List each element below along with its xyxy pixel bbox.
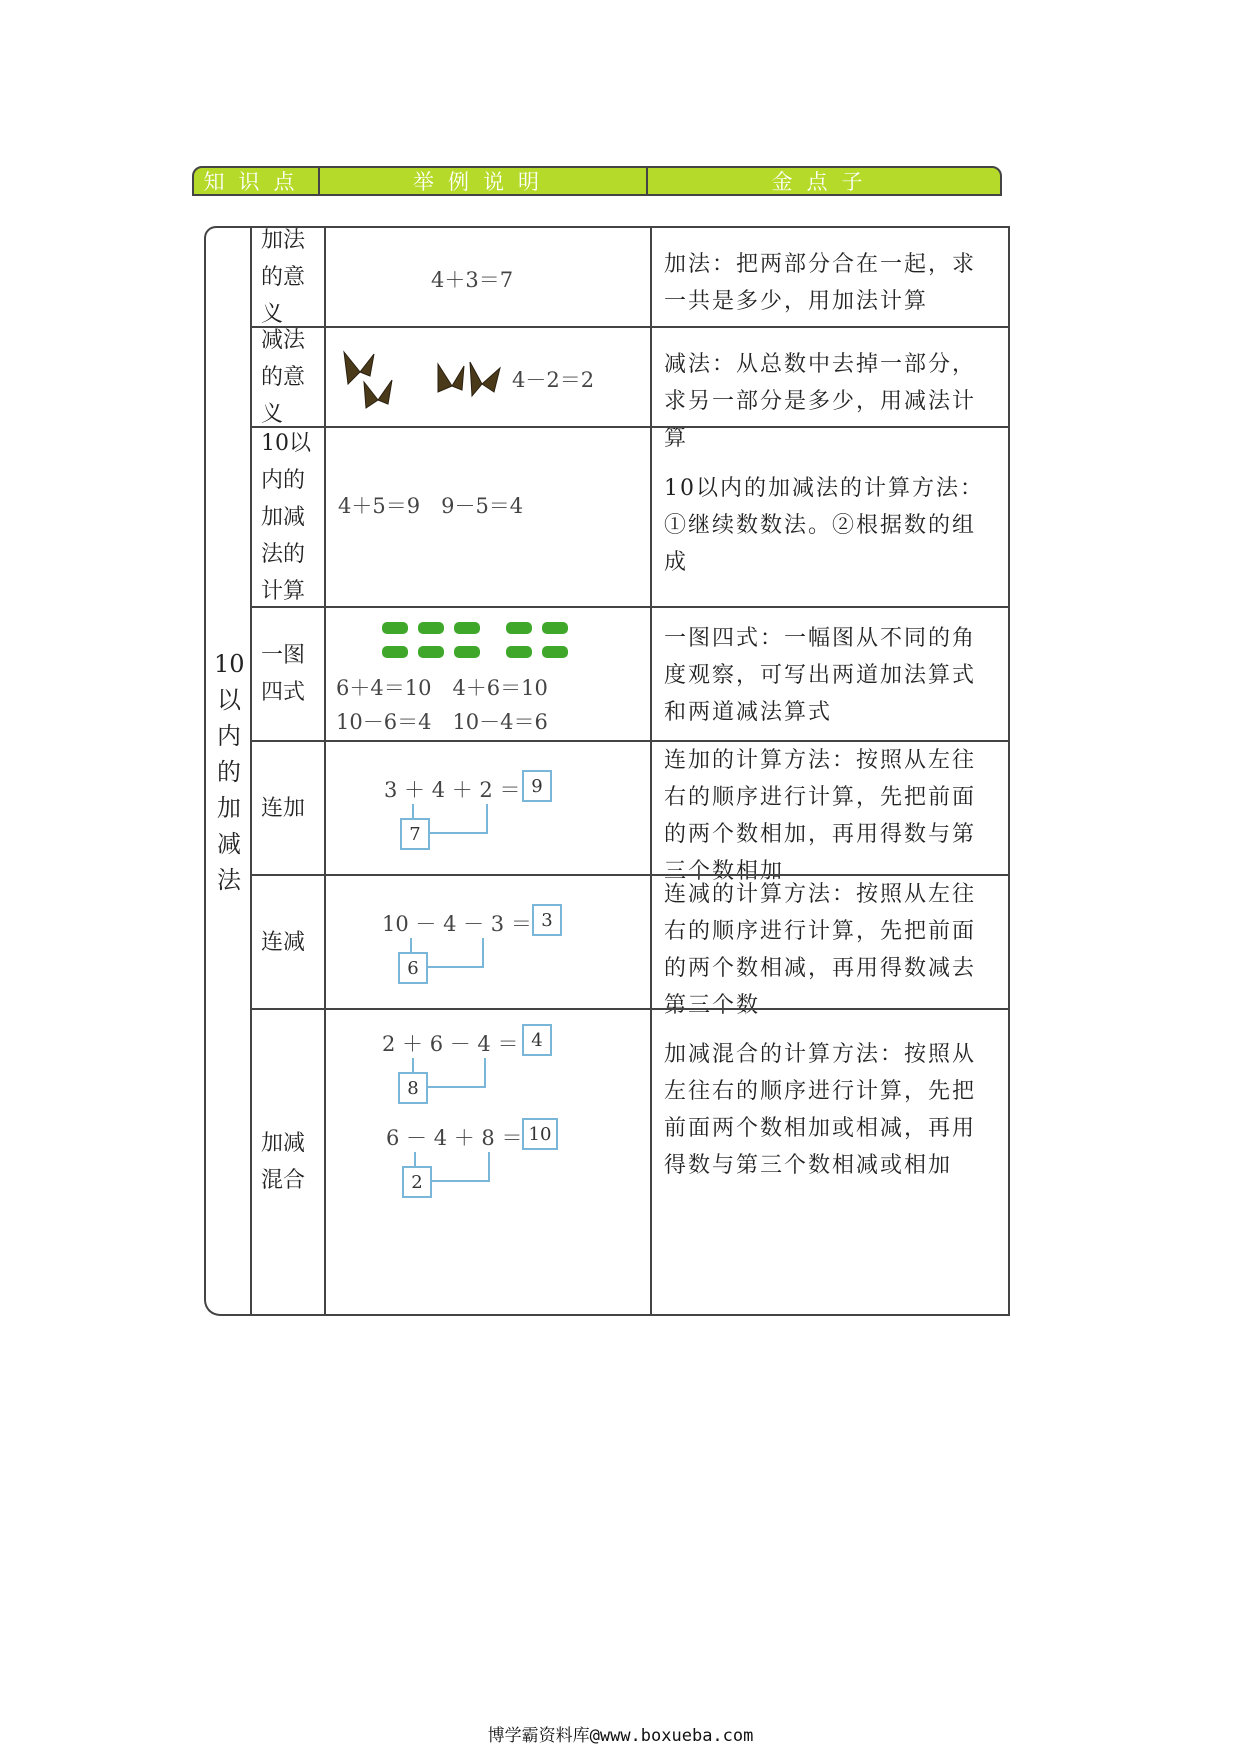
topic-label: 连加 (261, 795, 306, 821)
tip-text: 减法：从总数中去掉一部分，求另一部分是多少，用减法计算 (664, 352, 977, 451)
table-row (250, 606, 1010, 740)
butterfly-icon (344, 352, 374, 384)
butterflies-illustration (334, 342, 510, 414)
table-row (250, 326, 1010, 451)
butterfly-icon (470, 362, 500, 396)
butterfly-icon (438, 364, 464, 392)
chain-equation: 2 ＋ 6 － 4 ＝ (382, 1032, 519, 1056)
knowledge-table (204, 226, 1010, 1316)
tip-text: 加法：把两部分合在一起，求一共是多少，用加法计算 (664, 252, 977, 314)
chain-equation: 10 － 4 － 3 ＝ (382, 912, 532, 936)
answer-box: 4 (522, 1024, 552, 1056)
topic-label: 10以内的加减法的计算 (261, 430, 311, 604)
partial-box: 7 (400, 818, 430, 850)
header-tips: 金点子 (771, 170, 877, 194)
section-sidebar (204, 226, 250, 1316)
tip-text: 加减混合的计算方法：按照从左往右的顺序进行计算，先把前面两个数相加或相减，再用得数与第三个数相减或相加 (664, 1042, 977, 1178)
header-knowledge-point: 知识点 (194, 168, 320, 194)
partial-box: 6 (398, 952, 428, 984)
table-row (250, 1008, 1010, 1316)
example-equation: 6＋4＝10 4＋6＝10 (336, 676, 548, 700)
answer-box: 3 (532, 904, 562, 936)
example-equation: 4＋3＝7 (431, 268, 514, 292)
chain-equation: 6 － 4 ＋ 8 ＝ (386, 1126, 523, 1150)
partial-box: 8 (398, 1072, 428, 1104)
topic-label: 减法的意义 (261, 327, 306, 427)
tip-text: 一图四式：一幅图从不同的角度观察，可写出两道加法算式和两道减法算式 (664, 626, 977, 725)
chain-equation: 3 ＋ 4 ＋ 2 ＝ (384, 778, 521, 802)
tip-text: 10以内的加减法的计算方法：①继续数数法。②根据数的组成 (664, 476, 984, 575)
answer-box: 10 (522, 1118, 558, 1150)
example-equation: 4＋5＝9 9－5＝4 (338, 494, 524, 518)
table-header (192, 166, 1002, 196)
tip-text: 连加的计算方法：按照从左往右的顺序进行计算，先把前面的两个数相加，再用得数与第三个数相加 (664, 748, 977, 884)
answer-box: 9 (522, 770, 552, 802)
table-row (250, 740, 1010, 884)
car-icon (382, 622, 568, 658)
example-equation: 4－2＝2 (512, 368, 595, 392)
example-equation: 10－6＝4 10－4＝6 (336, 710, 548, 734)
topic-label: 加法的意义 (261, 227, 306, 327)
topic-label: 连减 (261, 929, 306, 955)
header-examples: 举例说明 (320, 168, 648, 194)
table-row (250, 874, 1010, 1018)
cars-illustration (382, 616, 572, 666)
table-row (250, 426, 1010, 606)
partial-box: 2 (402, 1166, 432, 1198)
section-title: 10以内的加减法 (214, 650, 245, 894)
butterfly-icon (364, 380, 392, 408)
topic-label: 一图四式 (261, 643, 306, 705)
topic-label: 加减混合 (261, 1131, 306, 1193)
page-footer: 博学霸资料库@www.boxueba.com (487, 1726, 754, 1746)
table-row (250, 226, 1010, 326)
tip-text: 连减的计算方法：按照从左往右的顺序进行计算，先把前面的两个数相减，再用得数减去第三个数 (664, 882, 977, 1018)
